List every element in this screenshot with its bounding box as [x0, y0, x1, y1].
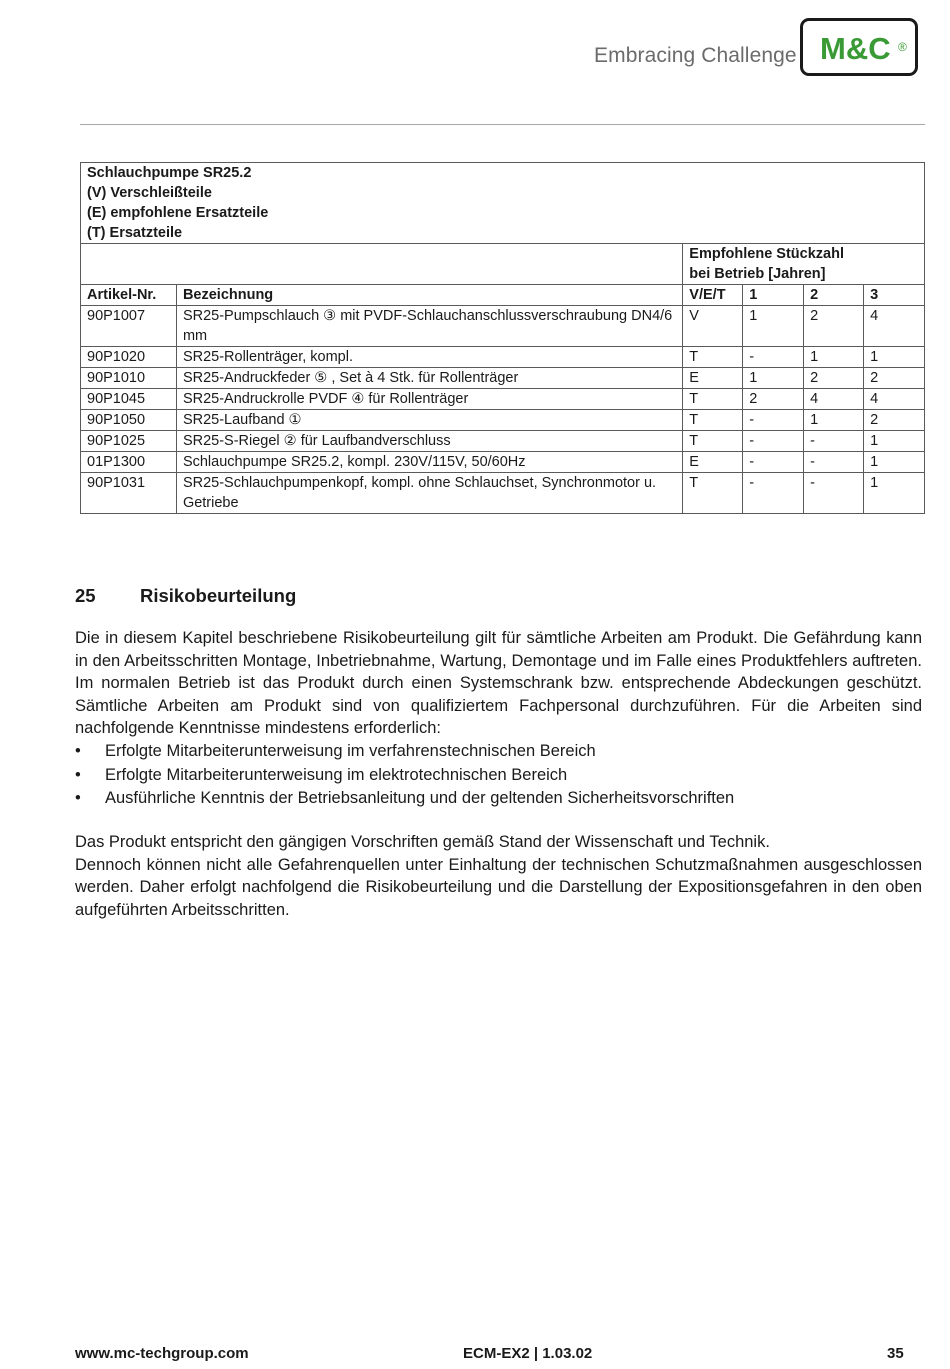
- cell-year3: 4: [864, 389, 925, 410]
- cell-bezeichnung: Schlauchpumpe SR25.2, kompl. 230V/115V, 50/60Hz: [176, 452, 682, 473]
- list-item-text: Erfolgte Mitarbeiterunterweisung im verfahrenstechnischen Bereich: [105, 742, 596, 760]
- cell-artikel: 90P1010: [81, 368, 177, 389]
- table-group-header-row: [81, 244, 925, 285]
- cell-vet: E: [683, 452, 743, 473]
- cell-year2: 2: [804, 368, 864, 389]
- table-row: [81, 452, 925, 473]
- requirements-list: [75, 740, 922, 811]
- cell-bezeichnung: SR25-Andruckrolle PVDF ④ für Rollenträger: [176, 389, 682, 410]
- table-legend-v: (V) Verschleißteile: [87, 185, 212, 201]
- recommended-quantity-header: [683, 244, 925, 285]
- logo-text: M&C: [820, 31, 891, 66]
- cell-year1: -: [743, 473, 804, 514]
- cell-year3: 1: [864, 347, 925, 368]
- cell-artikel: 90P1007: [81, 306, 177, 347]
- table-title-cell: [81, 163, 925, 244]
- section-title: Risikobeurteilung: [140, 585, 297, 606]
- list-item-text: Erfolgte Mitarbeiterunterweisung im elektrotechnischen Bereich: [105, 765, 568, 784]
- company-logo: [800, 18, 918, 76]
- table-row: [81, 473, 925, 514]
- cell-artikel: 01P1300: [81, 452, 177, 473]
- cell-year2: -: [804, 452, 864, 473]
- recommended-quantity-line1: Empfohlene Stückzahl: [689, 246, 844, 262]
- cell-year2: 1: [804, 410, 864, 431]
- cell-year2: 1: [804, 347, 864, 368]
- table-row: [81, 389, 925, 410]
- list-item-text: Ausführliche Kenntnis der Betriebsanleitung und der geltenden Sicherheitsvorschriften: [105, 789, 735, 807]
- cell-year1: -: [743, 431, 804, 452]
- cell-artikel: 90P1020: [81, 347, 177, 368]
- footer-doc-id: ECM-EX2 | 1.03.02: [463, 1345, 593, 1362]
- cell-year3: 1: [864, 431, 925, 452]
- cell-year2: -: [804, 431, 864, 452]
- recommended-quantity-line2: bei Betrieb [Jahren]: [689, 266, 826, 282]
- cell-bezeichnung: SR25-Rollenträger, kompl.: [176, 347, 682, 368]
- cell-year3: 1: [864, 452, 925, 473]
- cell-artikel: 90P1025: [81, 431, 177, 452]
- cell-artikel: 90P1045: [81, 389, 177, 410]
- cell-artikel: 90P1031: [81, 473, 177, 514]
- table-row: [81, 347, 925, 368]
- cell-year1: -: [743, 452, 804, 473]
- cell-vet: T: [683, 347, 743, 368]
- cell-year3: 2: [864, 368, 925, 389]
- section-number: 25: [75, 585, 96, 606]
- table-column-header-row: [81, 285, 925, 306]
- conformity-paragraph: [75, 831, 922, 921]
- table-row: [81, 368, 925, 389]
- col-header-year1: 1: [743, 285, 804, 306]
- table-legend-e: (E) empfohlene Ersatzteile: [87, 205, 269, 221]
- table-row: [81, 410, 925, 431]
- cell-vet: T: [683, 473, 743, 514]
- table-header-empty: [81, 244, 683, 285]
- cell-bezeichnung: SR25-Andruckfeder ⑤ , Set à 4 Stk. für Rollenträger: [176, 368, 682, 389]
- cell-bezeichnung: SR25-S-Riegel ② für Laufbandverschluss: [176, 431, 682, 452]
- header-divider: [80, 124, 925, 125]
- col-header-vet: V/E/T: [683, 285, 743, 306]
- cell-year1: -: [743, 410, 804, 431]
- cell-vet: T: [683, 431, 743, 452]
- col-header-year3: 3: [864, 285, 925, 306]
- list-item: [75, 764, 922, 788]
- cell-year3: 1: [864, 473, 925, 514]
- cell-artikel: 90P1050: [81, 410, 177, 431]
- cell-bezeichnung: SR25-Schlauchpumpenkopf, kompl. ohne Schlauchset, Synchronmotor u. Getriebe: [176, 473, 682, 514]
- cell-year1: 2: [743, 389, 804, 410]
- cell-year2: 2: [804, 306, 864, 347]
- section-heading: [75, 585, 296, 607]
- cell-year2: 4: [804, 389, 864, 410]
- cell-year1: 1: [743, 368, 804, 389]
- cell-vet: T: [683, 389, 743, 410]
- bullet-icon: •: [75, 765, 81, 784]
- conformity-line1: Das Produkt entspricht den gängigen Vorschriften gemäß Stand der Wissenschaft und Technik.: [75, 833, 770, 851]
- cell-year1: -: [743, 347, 804, 368]
- spare-parts-table: [80, 162, 925, 514]
- cell-year2: -: [804, 473, 864, 514]
- cell-vet: E: [683, 368, 743, 389]
- table-row: [81, 431, 925, 452]
- cell-vet: V: [683, 306, 743, 347]
- col-header-artikel: Artikel-Nr.: [81, 285, 177, 306]
- intro-paragraph: Die in diesem Kapitel beschriebene Risikobeurteilung gilt für sämtliche Arbeiten am Produkt. Die Gefährdung kann in den Arbeitsschritten Montage, Inbetriebnahme, Wartung, Demontage und im Falle eines Produktfehlers auftreten. Im normalen Betrieb ist das Produkt durch einen Systemschrank bzw. entsprechende Abdeckungen geschützt. Sämtliche Arbeiten am Produkt sind von qualifiziertem Fachpersonal durchzuführen. Für die Arbeiten sind nachfolgende Kenntnisse mindestens erforderlich:: [75, 629, 922, 737]
- bullet-icon: •: [75, 789, 81, 807]
- list-item: [75, 740, 922, 764]
- col-header-year2: 2: [804, 285, 864, 306]
- logo-registered-mark: ®: [898, 40, 907, 54]
- footer-page-number: 35: [887, 1345, 904, 1362]
- cell-bezeichnung: SR25-Laufband ①: [176, 410, 682, 431]
- cell-year3: 2: [864, 410, 925, 431]
- col-header-bezeichnung: Bezeichnung: [176, 285, 682, 306]
- bullet-icon: •: [75, 742, 81, 760]
- table-title: Schlauchpumpe SR25.2: [87, 165, 252, 181]
- cell-vet: T: [683, 410, 743, 431]
- cell-year3: 4: [864, 306, 925, 347]
- table-title-row: [81, 163, 925, 244]
- table-legend-t: (T) Ersatzteile: [87, 225, 183, 241]
- table-row: [81, 306, 925, 347]
- conformity-rest: Dennoch können nicht alle Gefahrenquellen unter Einhaltung der technischen Schutzmaßnahmen ausgeschlossen werden. Daher erfolgt nachfolgend die Risikobeurteilung und die Darstellung der Expositionsgefahren in den oben aufgeführten Arbeitsschritten.: [75, 855, 922, 919]
- footer-website: www.mc-techgroup.com: [75, 1345, 249, 1362]
- list-item: [75, 787, 922, 811]
- cell-year1: 1: [743, 306, 804, 347]
- cell-bezeichnung: SR25-Pumpschlauch ③ mit PVDF-Schlauchanschlussverschraubung DN4/6 mm: [176, 306, 682, 347]
- header-tagline: Embracing Challenge: [594, 44, 797, 67]
